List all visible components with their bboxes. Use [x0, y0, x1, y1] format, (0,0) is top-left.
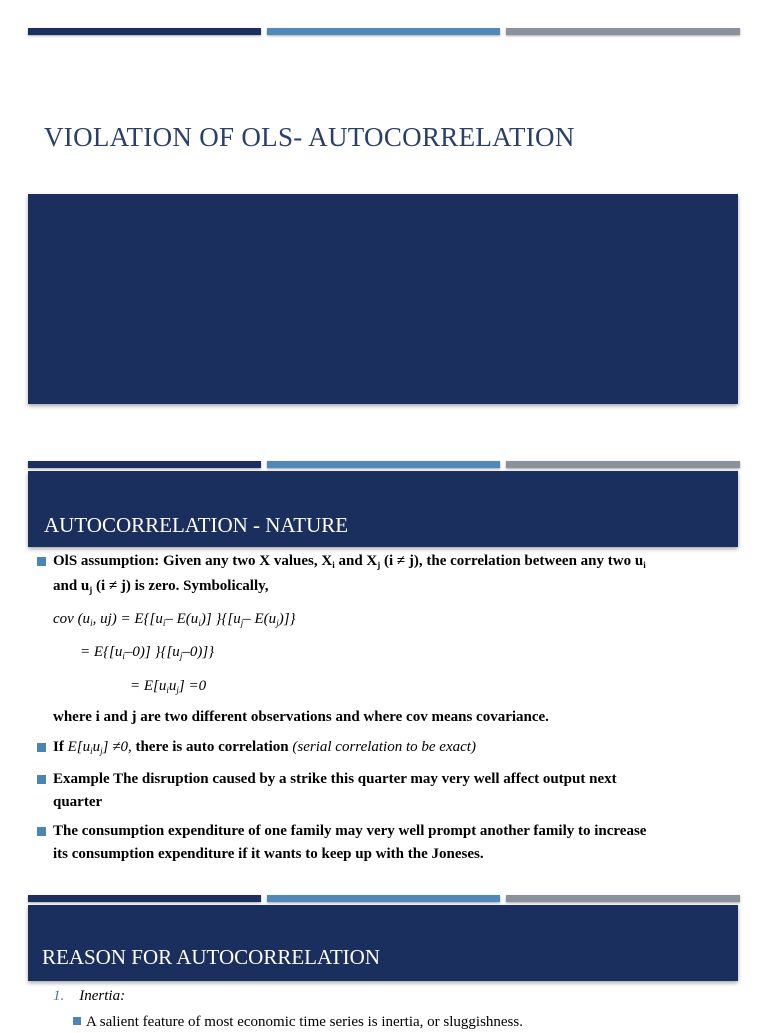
slide3-accent-bars — [28, 895, 740, 903]
example-consumption-line1: The consumption expenditure of one family may very well prompt another family to increase — [53, 823, 647, 839]
bullet-icon — [37, 827, 46, 836]
slide1-title: VIOLATION OF OLS- AUTOCORRELATION — [44, 122, 575, 152]
example-strike-line1: Example The disruption caused by a strike this quarter may very well affect output next — [53, 771, 617, 787]
ols-assumption-line1: OlS assumption: Given any two X values, $X_i$ and $X_j$ (i ≠ j), the correlation between any two $u_i$ — [53, 553, 646, 570]
bullet-icon — [37, 775, 46, 784]
covariance-note: where i and j are two different observations and where cov means covariance. — [53, 709, 549, 725]
equation-line2: = $E\{[u_i-0)]$ }$\{[u_j-0)]$} — [80, 644, 215, 661]
equation-line3: = $E[u_iu_j] =0$ — [130, 678, 207, 695]
accent-bar-blue — [267, 28, 500, 35]
slide2-title-banner — [28, 471, 738, 547]
accent-bar-gray — [506, 461, 740, 468]
example-strike-line2: quarter — [53, 794, 103, 810]
accent-bar-gray — [506, 895, 740, 902]
equation-cov: cov ($u_i$, $uj) = E\{[u_i-$ $E(u_i)$] }{[$u_j-$ $E(u_j)$]} — [53, 611, 296, 628]
ols-assumption-line2: and $u_j$ (i ≠ j) is zero. Symbolically, — [53, 578, 269, 595]
bullet-icon — [37, 557, 46, 566]
slide1-accent-bars — [28, 28, 740, 36]
accent-bar-dark — [28, 895, 261, 902]
slide3-title-banner — [28, 905, 738, 981]
accent-bar-dark — [28, 461, 261, 468]
example-consumption-line2: its consumption expenditure if it wants to keep up with the Joneses. — [53, 846, 484, 862]
reason-inertia: 1. Inertia: — [53, 988, 126, 1004]
accent-bar-gray — [506, 28, 740, 35]
slide3-title: REASON FOR AUTOCORRELATION — [42, 945, 380, 969]
autocorrelation-condition: If $E[u_iu_j] \ne 0$, there is auto correlation (serial correlation to be exact) — [53, 739, 476, 756]
accent-bar-blue — [267, 895, 500, 902]
inertia-description: A salient feature of most economic time series is inertia, or sluggishness. — [86, 1014, 523, 1030]
slide2-title: AUTOCORRELATION - NATURE — [44, 513, 349, 537]
slide1-content-panel — [28, 194, 738, 404]
slide2-accent-bars — [28, 461, 740, 469]
bullet-icon — [37, 743, 46, 752]
accent-bar-blue — [267, 461, 500, 468]
accent-bar-dark — [28, 28, 261, 35]
